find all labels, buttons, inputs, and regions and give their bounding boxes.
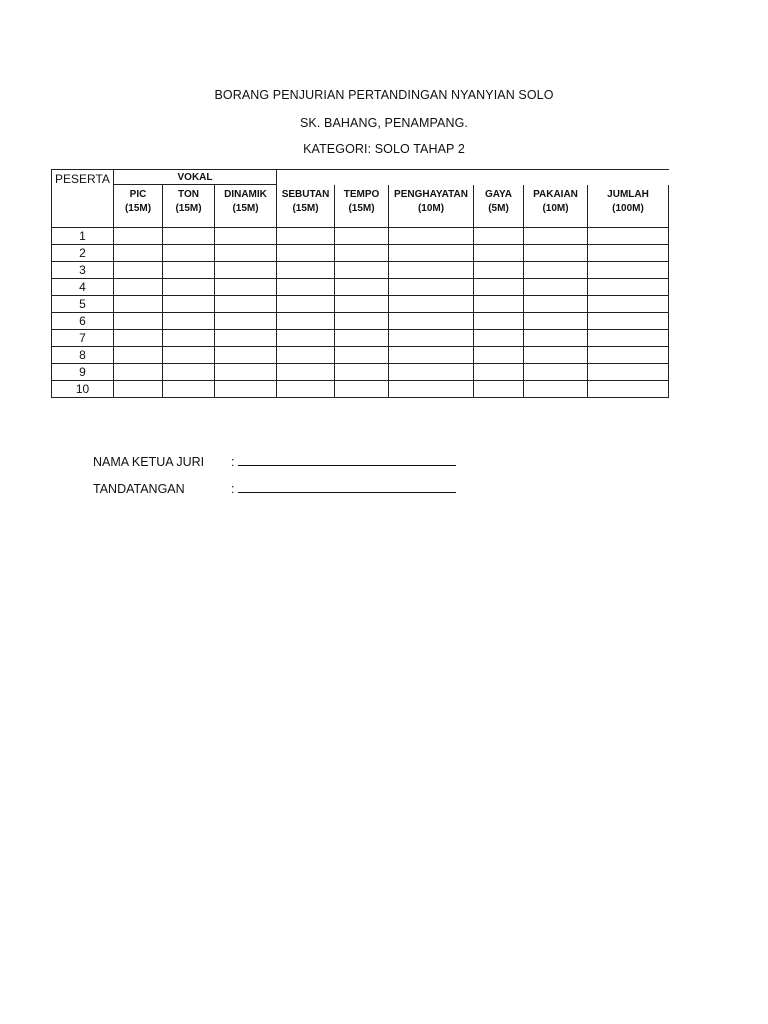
- score-cell-sebutan[interactable]: [277, 364, 335, 381]
- score-cell-ton[interactable]: [163, 330, 215, 347]
- score-cell-dinamik[interactable]: [215, 262, 277, 279]
- score-cell-penghayatan[interactable]: [389, 245, 474, 262]
- score-cell-pakaian[interactable]: [524, 364, 588, 381]
- score-cell-penghayatan[interactable]: [389, 296, 474, 313]
- score-cell-ton[interactable]: [163, 296, 215, 313]
- score-cell-pakaian[interactable]: [524, 347, 588, 364]
- score-cell-ton[interactable]: [163, 347, 215, 364]
- participant-number: 8: [52, 347, 114, 364]
- score-cell-jumlah[interactable]: [588, 347, 669, 364]
- score-cell-tempo[interactable]: [335, 262, 389, 279]
- col-header-dinamik: DINAMIK (15M): [215, 185, 277, 228]
- colon: :: [231, 455, 235, 469]
- score-cell-sebutan[interactable]: [277, 262, 335, 279]
- score-cell-pic[interactable]: [114, 228, 163, 245]
- score-cell-dinamik[interactable]: [215, 279, 277, 296]
- score-cell-gaya[interactable]: [474, 381, 524, 398]
- signature-row: [93, 480, 456, 496]
- table-row: [52, 262, 669, 279]
- score-cell-ton[interactable]: [163, 262, 215, 279]
- score-cell-pakaian[interactable]: [524, 296, 588, 313]
- score-cell-jumlah[interactable]: [588, 296, 669, 313]
- score-cell-penghayatan[interactable]: [389, 313, 474, 330]
- score-cell-sebutan[interactable]: [277, 347, 335, 364]
- score-cell-sebutan[interactable]: [277, 330, 335, 347]
- signature-label: TANDATANGAN: [93, 482, 185, 496]
- peserta-header: PESERTA: [52, 170, 114, 228]
- chair-judge-label: NAMA KETUA JURI: [93, 455, 205, 469]
- table-row: [52, 245, 669, 262]
- participant-number: 6: [52, 313, 114, 330]
- score-cell-gaya[interactable]: [474, 347, 524, 364]
- score-cell-sebutan[interactable]: [277, 279, 335, 296]
- score-cell-sebutan[interactable]: [277, 228, 335, 245]
- table-row: [52, 296, 669, 313]
- score-cell-pakaian[interactable]: [524, 245, 588, 262]
- header-spacer: [277, 170, 669, 185]
- school-name: SK. BAHANG, PENAMPANG.: [300, 116, 468, 130]
- score-cell-pakaian[interactable]: [524, 262, 588, 279]
- col-header-pic: PIC (15M): [114, 185, 163, 228]
- participant-number: 1: [52, 228, 114, 245]
- score-cell-tempo[interactable]: [335, 364, 389, 381]
- score-cell-gaya[interactable]: [474, 330, 524, 347]
- score-cell-dinamik[interactable]: [215, 364, 277, 381]
- form-title: BORANG PENJURIAN PERTANDINGAN NYANYIAN SOLO: [214, 88, 554, 102]
- score-cell-pic[interactable]: [114, 279, 163, 296]
- vokal-header: VOKAL: [114, 170, 277, 185]
- category-label: KATEGORI: SOLO TAHAP 2: [303, 142, 465, 156]
- score-cell-dinamik[interactable]: [215, 296, 277, 313]
- chair-judge-row: [93, 453, 456, 469]
- participant-number: 2: [52, 245, 114, 262]
- score-cell-jumlah[interactable]: [588, 245, 669, 262]
- score-cell-ton[interactable]: [163, 228, 215, 245]
- score-cell-tempo[interactable]: [335, 313, 389, 330]
- table-row: [52, 279, 669, 296]
- score-cell-gaya[interactable]: [474, 262, 524, 279]
- score-cell-penghayatan[interactable]: [389, 279, 474, 296]
- col-header-jumlah: JUMLAH (100M): [588, 185, 669, 228]
- participant-number: 9: [52, 364, 114, 381]
- col-header-gaya: GAYA (5M): [474, 185, 524, 228]
- score-cell-pakaian[interactable]: [524, 381, 588, 398]
- score-cell-pakaian[interactable]: [524, 279, 588, 296]
- col-header-ton: TON (15M): [163, 185, 215, 228]
- score-cell-dinamik[interactable]: [215, 381, 277, 398]
- score-cell-pakaian[interactable]: [524, 313, 588, 330]
- score-cell-sebutan[interactable]: [277, 313, 335, 330]
- participant-number: 3: [52, 262, 114, 279]
- score-cell-gaya[interactable]: [474, 296, 524, 313]
- score-cell-pic[interactable]: [114, 262, 163, 279]
- score-cell-sebutan[interactable]: [277, 296, 335, 313]
- col-header-pakaian: PAKAIAN (10M): [524, 185, 588, 228]
- score-cell-penghayatan[interactable]: [389, 330, 474, 347]
- score-cell-pic[interactable]: [114, 330, 163, 347]
- table-row: [52, 313, 669, 330]
- score-cell-sebutan[interactable]: [277, 245, 335, 262]
- chair-judge-name-field[interactable]: [238, 453, 456, 466]
- score-cell-tempo[interactable]: [335, 330, 389, 347]
- col-header-penghayatan: PENGHAYATAN (10M): [389, 185, 474, 228]
- score-cell-pic[interactable]: [114, 364, 163, 381]
- score-cell-pakaian[interactable]: [524, 330, 588, 347]
- score-cell-gaya[interactable]: [474, 279, 524, 296]
- participant-number: 7: [52, 330, 114, 347]
- score-cell-pic[interactable]: [114, 245, 163, 262]
- colon: :: [231, 482, 235, 496]
- score-cell-pic[interactable]: [114, 347, 163, 364]
- score-cell-jumlah[interactable]: [588, 279, 669, 296]
- table-row: [52, 381, 669, 398]
- score-cell-ton[interactable]: [163, 381, 215, 398]
- participant-number: 5: [52, 296, 114, 313]
- score-cell-dinamik[interactable]: [215, 347, 277, 364]
- score-cell-tempo[interactable]: [335, 245, 389, 262]
- score-cell-jumlah[interactable]: [588, 313, 669, 330]
- score-cell-dinamik[interactable]: [215, 228, 277, 245]
- score-cell-tempo[interactable]: [335, 381, 389, 398]
- table-row: [52, 347, 669, 364]
- score-cell-gaya[interactable]: [474, 228, 524, 245]
- score-cell-ton[interactable]: [163, 279, 215, 296]
- score-cell-tempo[interactable]: [335, 228, 389, 245]
- col-header-sebutan: SEBUTAN (15M): [277, 185, 335, 228]
- signature-field[interactable]: [238, 480, 456, 493]
- score-cell-pic[interactable]: [114, 313, 163, 330]
- score-cell-ton[interactable]: [163, 313, 215, 330]
- score-cell-pic[interactable]: [114, 381, 163, 398]
- score-cell-jumlah[interactable]: [588, 228, 669, 245]
- score-cell-gaya[interactable]: [474, 364, 524, 381]
- scoring-table: [51, 169, 669, 398]
- score-cell-dinamik[interactable]: [215, 313, 277, 330]
- score-cell-tempo[interactable]: [335, 296, 389, 313]
- table-row: [52, 228, 669, 245]
- score-cell-jumlah[interactable]: [588, 330, 669, 347]
- table-row: [52, 330, 669, 347]
- score-cell-ton[interactable]: [163, 245, 215, 262]
- score-cell-pakaian[interactable]: [524, 228, 588, 245]
- score-cell-penghayatan[interactable]: [389, 381, 474, 398]
- table-row: [52, 364, 669, 381]
- score-cell-tempo[interactable]: [335, 347, 389, 364]
- col-header-tempo: TEMPO (15M): [335, 185, 389, 228]
- participant-number: 10: [52, 381, 114, 398]
- score-cell-pic[interactable]: [114, 296, 163, 313]
- score-cell-sebutan[interactable]: [277, 381, 335, 398]
- score-cell-tempo[interactable]: [335, 279, 389, 296]
- score-cell-dinamik[interactable]: [215, 245, 277, 262]
- score-cell-jumlah[interactable]: [588, 381, 669, 398]
- score-cell-gaya[interactable]: [474, 245, 524, 262]
- score-cell-dinamik[interactable]: [215, 330, 277, 347]
- score-cell-jumlah[interactable]: [588, 262, 669, 279]
- score-cell-penghayatan[interactable]: [389, 262, 474, 279]
- score-cell-penghayatan[interactable]: [389, 364, 474, 381]
- participant-number: 4: [52, 279, 114, 296]
- score-cell-ton[interactable]: [163, 364, 215, 381]
- score-cell-penghayatan[interactable]: [389, 347, 474, 364]
- score-cell-gaya[interactable]: [474, 313, 524, 330]
- score-cell-jumlah[interactable]: [588, 364, 669, 381]
- score-cell-penghayatan[interactable]: [389, 228, 474, 245]
